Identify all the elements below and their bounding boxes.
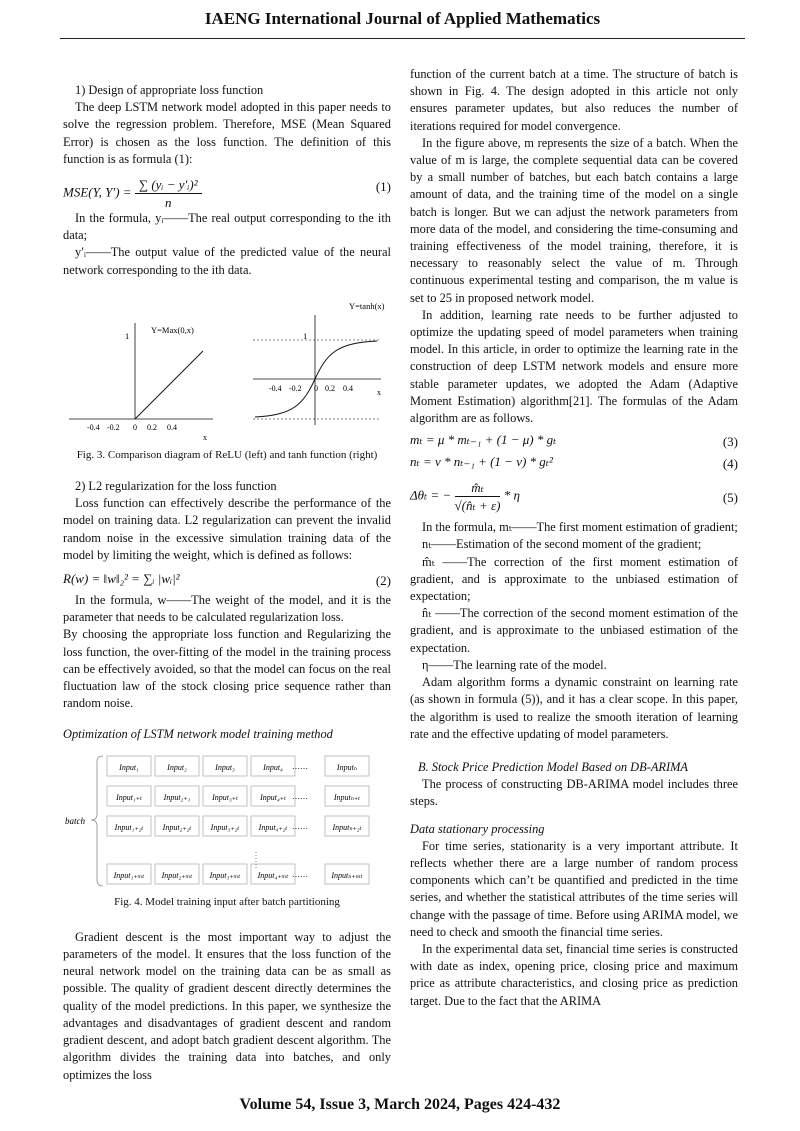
paragraph: Adam algorithm forms a dynamic constraint on learning rate (as shown in formula (5)), and it has a clear scope. In this paper, the algorithm is used to realize the smooth iteration of learning rate and the effective updating of model parameters. xyxy=(410,675,738,741)
input-cell-label: Input₃ xyxy=(215,762,235,772)
paragraph: In the formula, w——The weight of the model, and it is the parameter that needs to be calculated regularization loss. xyxy=(63,593,391,625)
figure-3-caption: Fig. 3. Comparison diagram of ReLU (left) and tanh function (right) xyxy=(76,448,378,461)
tanh-one-tick: 1 xyxy=(303,330,308,341)
paragraph: In the experimental data set, financial time series is constructed with date as index, opening price, closing price and maximum price as attribute characteristics, and closing price as prediction target. Due to the fact that the ARIMA xyxy=(410,941,738,1008)
paragraph: m̂ₜ ——The correction of the first moment estimation of gradient, and is approximate to the unbiased estimation of expectation; xyxy=(410,554,738,604)
paragraph: nₜ——Estimation of the second moment of the gradient; xyxy=(422,537,702,552)
input-cell-label: Input₃₊ₜ xyxy=(212,792,238,802)
paragraph: Loss function can effectively describe the performance of the model on training data. L2 regularization can prevent the invalid random noise in the excessive simulation training data of the model by limiting the weight, which is defined as follows: xyxy=(63,496,391,562)
journal-header: IAENG International Journal of Applied Mathematics xyxy=(60,0,745,39)
relu-tick-1: -0.4 xyxy=(87,422,100,432)
batch-diagram xyxy=(63,752,391,890)
tanh-tick-1: -0.4 xyxy=(269,383,282,393)
input-cell-label: Input₃₊₂ₜ xyxy=(210,822,240,832)
subsection-heading-stationary: Data stationary processing xyxy=(410,821,545,836)
subsection-heading-optimization: Optimization of LSTM network model training method xyxy=(63,727,333,742)
eq5-denominator: √(n̂ₜ + ε) xyxy=(454,498,501,514)
eq3-number: (3) xyxy=(722,434,738,450)
eq1-number: (1) xyxy=(375,179,391,195)
paragraph: In the formula, mₜ——The first moment estimation of gradient; xyxy=(422,520,738,535)
relu-one-tick: 1 xyxy=(125,330,130,341)
input-cell-label: Inputₙ₊₂ₜ xyxy=(332,822,362,832)
relu-tick-5: 0.4 xyxy=(167,422,177,432)
batch-label: batch xyxy=(65,815,85,826)
input-cell-label: Inputₙ₊ₜ xyxy=(333,792,361,802)
ellipsis: …… xyxy=(292,821,308,831)
tanh-label: Y=tanh(x) xyxy=(349,300,385,311)
figure-4-caption: Fig. 4. Model training input after batch partitioning xyxy=(114,895,340,908)
tanh-tick-2: -0.2 xyxy=(289,383,302,393)
relu-tick-3: 0 xyxy=(133,422,137,432)
tanh-tick-4: 0.2 xyxy=(325,383,335,393)
eq1-denominator: n xyxy=(164,195,172,211)
eq5-numerator: m̂ₜ xyxy=(455,479,501,497)
input-cell-label: Input₁₊₂ₜ xyxy=(114,822,144,832)
input-cell-label: Inputₙ xyxy=(336,762,358,772)
paragraph: Gradient descent is the most important way to adjust the parameters of the model. It ensures that the loss function of the neural network model on the training data can be as small as possible. The quality of gradient descent directly determines the quality of the model predictions. In this paper, we synthesize the advantages and disadvantages of gradient descent and random gradient descent, and adopt batch gradient descent algorithm. The algorithm divides the training data into batches, and only optimizes the loss xyxy=(63,929,391,1082)
section-heading-loss: 1) Design of appropriate loss function xyxy=(75,83,264,97)
paragraph: In the formula, yᵢ——The real output corresponding to the ith data; xyxy=(63,211,391,243)
ellipsis: …… xyxy=(292,869,308,879)
eq2-number: (2) xyxy=(375,573,391,589)
paragraph: By choosing the appropriate loss function and Regularizing the loss function, the over-fitting of the model in the training process can be effectively avoided, so that the model can focus on the real fluctuation law of the stock closing price sequence rather than random noise. xyxy=(63,627,391,711)
equation-1 xyxy=(63,168,391,211)
eq5-number: (5) xyxy=(722,490,738,506)
section-heading-l2: 2) L2 regularization for the loss function xyxy=(75,479,277,494)
eq3-body: mₜ = μ * mₜ₋₁ + (1 − μ) * gₜ xyxy=(410,432,557,448)
input-cell-label: Input₂₊₂ₜ xyxy=(162,822,192,832)
input-cell-label: Input₁₊ₘₜ xyxy=(113,870,145,880)
paragraph: n̂ₜ ——The correction of the second moment estimation of the gradient, and is approximate to the unbiased estimation of the expectation. xyxy=(410,606,738,655)
right-column xyxy=(410,66,738,1010)
input-cell-label: Input₃₊ₘₜ xyxy=(209,870,241,880)
input-cell-label: Input₁₊ₜ xyxy=(116,792,142,802)
paragraph: The process of constructing DB-ARIMA model includes three steps. xyxy=(410,777,738,809)
paragraph: The deep LSTM network model adopted in this paper needs to solve the regression problem. Therefore, MSE (Mean Squared Error) is chosen as the loss function. The definition of this function is as formula (1): xyxy=(63,100,391,166)
activation-plots xyxy=(63,295,391,443)
eq4-body: nₜ = ν * nₜ₋₁ + (1 − ν) * gₜ² xyxy=(410,454,553,470)
tanh-tick-3: 0 xyxy=(314,383,318,393)
paragraph: η——The learning rate of the model. xyxy=(422,657,607,672)
page-footer: Volume 54, Issue 3, March 2024, Pages 424-432 xyxy=(239,1096,561,1113)
paragraph: y′ᵢ——The output value of the predicted value of the neural network corresponding to the ith data. xyxy=(63,245,391,277)
input-cell-label: Input₁ xyxy=(119,762,139,772)
input-cell-label: Input₂₊ₘₜ xyxy=(161,870,193,880)
paragraph: In the figure above, m represents the size of a batch. When the value of m is large, the complete sequential data can be covered by a small number of batches, but each batch contains a large amount of data, and the training time of the model on a single batch is longer. But we can adjust the network parameters from more data of the model, and considering the time-consuming and training effectiveness of the model training, therefore, it is necessary to reasonably select the value of m. Through continuous experimental testing and comparison, the m value is set to 25 in proposed network model. xyxy=(410,135,738,305)
ellipsis: …… xyxy=(292,791,308,801)
eq4-number: (4) xyxy=(722,456,738,472)
equation-5 xyxy=(410,475,738,519)
left-column xyxy=(63,82,391,1084)
input-cell-label: Input₄₊ₜ xyxy=(260,792,286,802)
relu-tick-4: 0.2 xyxy=(147,422,157,432)
eq5-rhs: * η xyxy=(503,487,520,503)
paragraph: In addition, learning rate needs to be further adjusted to optimize the updating speed of model parameters when training model. In this article, in order to optimize the learning rate in the construction of deep LSTM network models and ensure more stable parameter updates, we adopted the Adam (Adaptive Moment Estimation) algorithm[21]. The formulas of the Adam algorithm are as follows. xyxy=(410,307,738,426)
figure-4 xyxy=(63,752,391,890)
relu-x-label: x xyxy=(203,432,207,442)
eq1-lhs: MSE(Y, Y′) = xyxy=(63,184,132,200)
eq1-numerator: ∑ (yᵢ − y′ᵢ)² xyxy=(135,176,202,194)
equation-2 xyxy=(63,570,391,592)
eq5-lhs: Δθₜ = − xyxy=(410,487,452,503)
input-cell-label: Inputₙ₊ₘₜ xyxy=(331,870,363,880)
tanh-tick-5: 0.4 xyxy=(343,383,353,393)
relu-label: Y=Max(0,x) xyxy=(151,324,194,335)
input-cell-label: Input₂₊₁ xyxy=(163,792,191,802)
figure-3 xyxy=(63,295,391,443)
equation-4 xyxy=(410,453,738,475)
section-heading-db-arima: B. Stock Price Prediction Model Based on DB-ARIMA xyxy=(418,759,688,774)
input-cell-label: Input₂ xyxy=(167,762,187,772)
equation-3 xyxy=(410,431,738,453)
tanh-x-label: x xyxy=(377,387,381,397)
input-cell-label: Input₄₊₂ₜ xyxy=(258,822,288,832)
ellipsis: …… xyxy=(292,761,308,771)
relu-tick-2: -0.2 xyxy=(107,422,120,432)
input-cell-label: Input₄₊ₘₜ xyxy=(257,870,289,880)
eq2-body: R(w) = ‖w‖₂² = ∑ᵢ |wᵢ|² xyxy=(63,571,180,587)
input-cell-label: Input₄ xyxy=(263,762,283,772)
paragraph: For time series, stationarity is a very important attribute. It reflects whether there are a large number of random process components which can’t be quantified and predicted in the time series, and whether the statistical attributes of the time series will change with the passage of time. Before using ARIMA model, we need to check and smooth the financial time series. xyxy=(410,838,738,939)
paragraph: function of the current batch at a time. The structure of batch is shown in Fig. 4. The design adopted in this article not only ensures parameter updates, but also reduces the number of iterations required for model convergence. xyxy=(410,67,738,133)
